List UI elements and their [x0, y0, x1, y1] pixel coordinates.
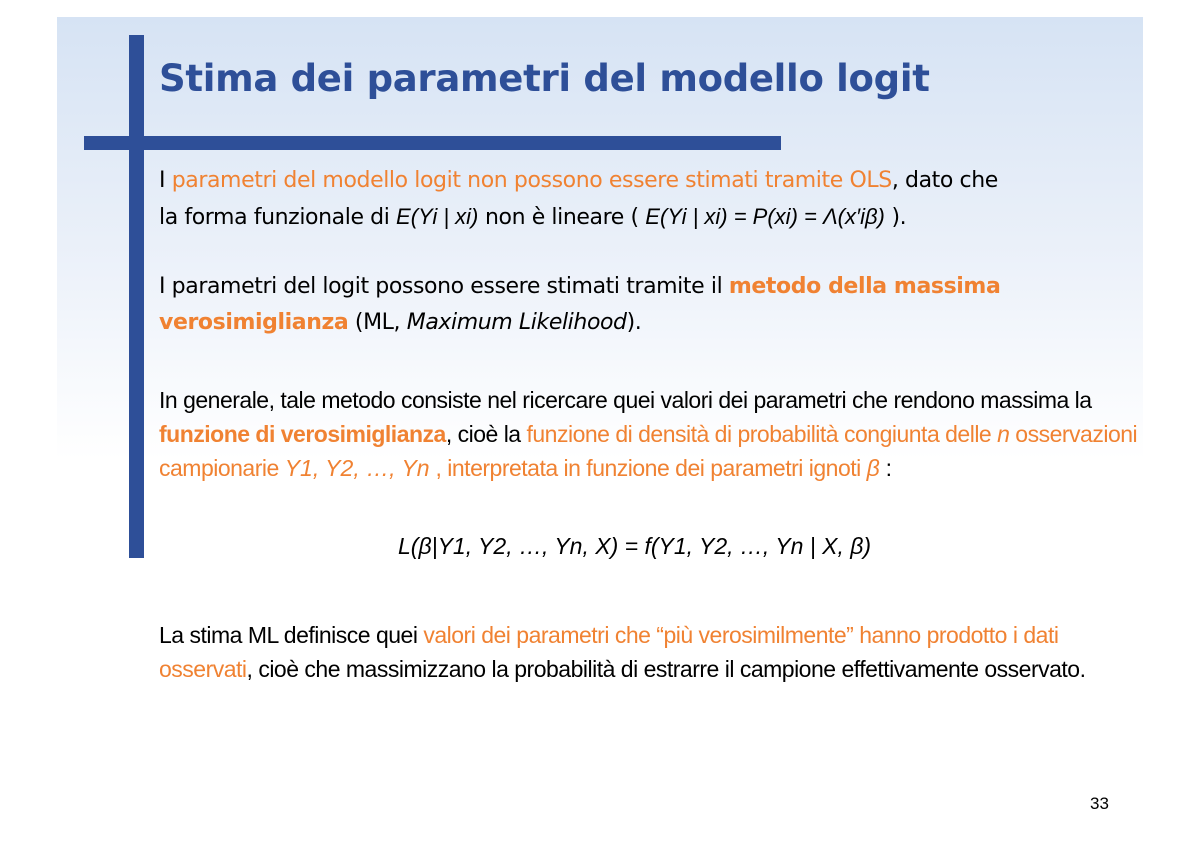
inline-formula-expectation: E(Yi | xi)	[396, 204, 479, 229]
inline-formula-beta: β	[866, 455, 880, 481]
vertical-accent-bar	[129, 35, 144, 558]
paragraph-ml-estimate: La stima ML definisce quei valori dei parametri che “più verosimilmente” hanno prodotto i dati osservati, cioè che massimizzano la probabilità di estrarre il campione effettivamente osservato.	[159, 622, 1086, 682]
inline-formula-logit: E(Yi | xi) = P(xi) = Λ(x′iβ)	[645, 204, 885, 229]
slide-title: Stima dei parametri del modello logit	[159, 57, 930, 100]
likelihood-formula: L(β|Y1, Y2, …, Yn, X) = f(Y1, Y2, …, Yn | X, β)	[398, 533, 872, 559]
horizontal-accent-bar	[84, 136, 781, 150]
inline-formula-observations: Y1, Y2, …, Yn	[284, 455, 430, 481]
paragraph-likelihood-definition: In generale, tale metodo consiste nel ricercare quei valori dei parametri che rendono massima la funzione di verosimiglianza, cioè la funzione di densità di probabilità congiunta delle n osservazioni campionarie Y1, Y2, …, Yn , interpretata in funzione dei parametri ignoti β :	[159, 387, 1138, 481]
page-number: 33	[1090, 794, 1109, 813]
paragraph-ols: I parametri del modello logit non possono essere stimati tramite OLS, dato che la forma funzionale di E(Yi | xi) non è lineare ( E(Yi | xi) = P(xi) = Λ(x′iβ) ).	[159, 168, 998, 230]
paragraph-ml-method: I parametri del logit possono essere stimati tramite il metodo della massima verosimiglianza (ML, Maximum Likelihood).	[159, 274, 1001, 335]
